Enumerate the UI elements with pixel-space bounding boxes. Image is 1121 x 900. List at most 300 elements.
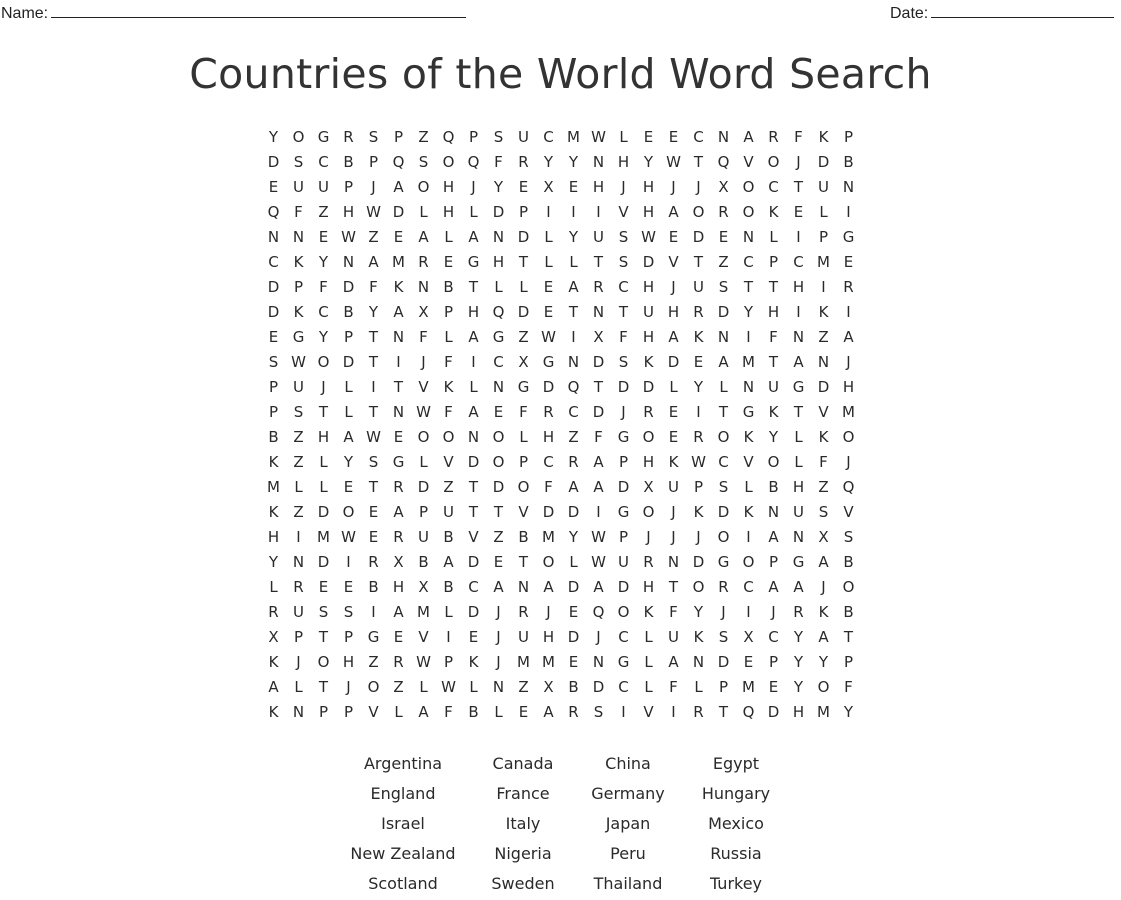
grid-cell[interactable]: P xyxy=(293,278,304,296)
grid-cell[interactable]: A xyxy=(668,328,679,346)
grid-cell[interactable]: T xyxy=(843,628,854,646)
grid-cell[interactable]: D xyxy=(567,628,580,646)
grid-cell[interactable]: D xyxy=(667,353,680,371)
grid-cell[interactable]: O xyxy=(742,178,755,196)
grid-cell[interactable]: L xyxy=(819,203,828,221)
grid-cell[interactable]: P xyxy=(368,153,379,171)
grid-cell[interactable]: G xyxy=(492,328,505,346)
grid-cell[interactable]: C xyxy=(768,178,779,196)
grid-cell[interactable]: O xyxy=(767,153,780,171)
grid-cell[interactable]: T xyxy=(593,253,604,271)
grid-cell[interactable]: Q xyxy=(267,203,280,221)
grid-cell[interactable]: P xyxy=(518,203,529,221)
grid-cell[interactable]: X xyxy=(418,578,429,596)
grid-cell[interactable]: N xyxy=(492,378,505,396)
grid-cell[interactable]: D xyxy=(517,228,530,246)
grid-cell[interactable]: D xyxy=(617,478,630,496)
grid-cell[interactable]: T xyxy=(468,503,479,521)
grid-cell[interactable]: K xyxy=(818,303,829,321)
grid-cell[interactable]: Z xyxy=(368,653,379,671)
grid-cell[interactable]: U xyxy=(518,628,529,646)
grid-cell[interactable]: N xyxy=(267,228,280,246)
grid-cell[interactable]: L xyxy=(319,478,328,496)
grid-cell[interactable]: H xyxy=(667,303,680,321)
date-line[interactable] xyxy=(931,3,1114,18)
grid-cell[interactable]: W xyxy=(591,128,606,146)
grid-cell[interactable]: T xyxy=(368,328,379,346)
grid-cell[interactable]: I xyxy=(371,378,376,396)
grid-cell[interactable]: P xyxy=(443,303,454,321)
grid-cell[interactable]: L xyxy=(769,228,778,246)
grid-cell[interactable]: Y xyxy=(318,328,329,346)
grid-cell[interactable]: B xyxy=(443,528,454,546)
grid-cell[interactable]: Y xyxy=(343,453,354,471)
grid-cell[interactable]: O xyxy=(642,503,655,521)
grid-cell[interactable]: Z xyxy=(293,428,304,446)
grid-cell[interactable]: J xyxy=(671,178,676,196)
grid-cell[interactable]: B xyxy=(518,528,529,546)
grid-cell[interactable]: Y xyxy=(818,653,829,671)
grid-cell[interactable]: K xyxy=(743,428,754,446)
grid-cell[interactable]: D xyxy=(642,378,655,396)
grid-cell[interactable]: Y xyxy=(793,653,804,671)
grid-cell[interactable]: C xyxy=(718,453,729,471)
grid-cell[interactable]: I xyxy=(846,303,851,321)
grid-cell[interactable]: P xyxy=(418,503,429,521)
grid-cell[interactable]: D xyxy=(767,703,780,721)
grid-cell[interactable]: Z xyxy=(518,328,529,346)
grid-cell[interactable]: O xyxy=(817,678,830,696)
grid-cell[interactable]: C xyxy=(793,253,804,271)
grid-cell[interactable]: C xyxy=(743,578,754,596)
grid-cell[interactable]: D xyxy=(717,303,730,321)
grid-cell[interactable]: N xyxy=(592,153,605,171)
grid-cell[interactable]: Y xyxy=(318,253,329,271)
name-line[interactable] xyxy=(51,3,466,18)
grid-cell[interactable]: A xyxy=(268,678,279,696)
grid-cell[interactable]: L xyxy=(794,453,803,471)
grid-cell[interactable]: D xyxy=(592,678,605,696)
grid-cell[interactable]: L xyxy=(294,478,303,496)
grid-cell[interactable]: A xyxy=(768,528,779,546)
grid-cell[interactable]: D xyxy=(542,378,555,396)
grid-cell[interactable]: L xyxy=(569,253,578,271)
grid-cell[interactable]: U xyxy=(793,503,804,521)
grid-cell[interactable]: T xyxy=(693,153,704,171)
grid-cell[interactable]: K xyxy=(693,628,704,646)
grid-cell[interactable]: Y xyxy=(568,153,579,171)
grid-cell[interactable]: T xyxy=(368,353,379,371)
grid-cell[interactable]: R xyxy=(393,478,404,496)
grid-cell[interactable]: J xyxy=(496,603,501,621)
grid-cell[interactable]: A xyxy=(593,478,604,496)
grid-cell[interactable]: A xyxy=(593,453,604,471)
grid-cell[interactable]: E xyxy=(768,678,779,696)
grid-cell[interactable]: F xyxy=(444,353,453,371)
grid-cell[interactable]: H xyxy=(792,278,805,296)
grid-cell[interactable]: N xyxy=(342,253,355,271)
grid-cell[interactable]: L xyxy=(294,678,303,696)
grid-cell[interactable]: L xyxy=(644,653,653,671)
grid-cell[interactable]: H xyxy=(767,303,780,321)
grid-cell[interactable]: I xyxy=(546,203,551,221)
grid-cell[interactable]: L xyxy=(419,203,428,221)
grid-cell[interactable]: D xyxy=(717,503,730,521)
grid-cell[interactable]: G xyxy=(542,353,555,371)
grid-cell[interactable]: Y xyxy=(693,378,704,396)
grid-cell[interactable]: V xyxy=(818,403,829,421)
grid-cell[interactable]: D xyxy=(817,378,830,396)
grid-cell[interactable]: J xyxy=(846,453,851,471)
grid-cell[interactable]: N xyxy=(417,278,430,296)
grid-cell[interactable]: L xyxy=(419,678,428,696)
grid-cell[interactable]: N xyxy=(817,353,830,371)
grid-cell[interactable]: E xyxy=(693,353,704,371)
grid-cell[interactable]: G xyxy=(367,628,380,646)
grid-cell[interactable]: E xyxy=(393,628,404,646)
grid-cell[interactable]: Y xyxy=(493,178,504,196)
grid-cell[interactable]: H xyxy=(842,378,855,396)
grid-cell[interactable]: I xyxy=(471,353,476,371)
grid-cell[interactable]: F xyxy=(319,278,328,296)
grid-cell[interactable]: K xyxy=(268,453,279,471)
grid-cell[interactable]: O xyxy=(417,428,430,446)
grid-cell[interactable]: J xyxy=(296,653,301,671)
grid-cell[interactable]: N xyxy=(467,428,480,446)
grid-cell[interactable]: R xyxy=(343,128,354,146)
grid-cell[interactable]: I xyxy=(746,328,751,346)
grid-cell[interactable]: K xyxy=(293,303,304,321)
grid-cell[interactable]: E xyxy=(443,253,454,271)
grid-cell[interactable]: U xyxy=(293,178,304,196)
grid-cell[interactable]: K xyxy=(268,703,279,721)
grid-cell[interactable]: G xyxy=(517,378,530,396)
grid-cell[interactable]: Z xyxy=(368,228,379,246)
grid-cell[interactable]: J xyxy=(671,503,676,521)
grid-cell[interactable]: L xyxy=(644,628,653,646)
grid-cell[interactable]: D xyxy=(342,353,355,371)
grid-cell[interactable]: R xyxy=(793,603,804,621)
grid-cell[interactable]: H xyxy=(317,428,330,446)
grid-cell[interactable]: I xyxy=(296,528,301,546)
grid-cell[interactable]: R xyxy=(518,603,529,621)
grid-cell[interactable]: H xyxy=(542,428,555,446)
grid-cell[interactable]: Y xyxy=(768,428,779,446)
grid-cell[interactable]: S xyxy=(418,153,429,171)
grid-cell[interactable]: V xyxy=(443,453,454,471)
grid-cell[interactable]: Z xyxy=(518,678,529,696)
grid-cell[interactable]: W xyxy=(416,403,431,421)
grid-cell[interactable]: E xyxy=(493,553,504,571)
grid-cell[interactable]: V xyxy=(643,703,654,721)
grid-cell[interactable]: J xyxy=(321,378,326,396)
grid-cell[interactable]: E xyxy=(668,428,679,446)
grid-cell[interactable]: N xyxy=(692,653,705,671)
grid-cell[interactable]: S xyxy=(618,253,629,271)
grid-cell[interactable]: E xyxy=(468,628,479,646)
grid-cell[interactable]: S xyxy=(718,478,729,496)
grid-cell[interactable]: N xyxy=(717,328,730,346)
grid-cell[interactable]: H xyxy=(642,178,655,196)
grid-cell[interactable]: G xyxy=(392,453,405,471)
grid-cell[interactable]: E xyxy=(343,478,354,496)
grid-cell[interactable]: O xyxy=(692,578,705,596)
grid-cell[interactable]: H xyxy=(342,203,355,221)
grid-cell[interactable]: O xyxy=(417,178,430,196)
grid-cell[interactable]: A xyxy=(543,703,554,721)
grid-cell[interactable]: J xyxy=(646,528,651,546)
grid-cell[interactable]: E xyxy=(668,403,679,421)
grid-cell[interactable]: Q xyxy=(592,603,605,621)
grid-cell[interactable]: S xyxy=(368,128,379,146)
grid-cell[interactable]: D xyxy=(342,278,355,296)
grid-cell[interactable]: Z xyxy=(293,503,304,521)
grid-cell[interactable]: Q xyxy=(467,153,480,171)
grid-cell[interactable]: O xyxy=(542,553,555,571)
grid-cell[interactable]: D xyxy=(617,378,630,396)
grid-cell[interactable]: P xyxy=(293,628,304,646)
grid-cell[interactable]: E xyxy=(568,653,579,671)
grid-cell[interactable]: G xyxy=(617,653,630,671)
grid-cell[interactable]: U xyxy=(518,128,529,146)
grid-cell[interactable]: X xyxy=(543,178,554,196)
grid-cell[interactable]: K xyxy=(268,503,279,521)
grid-cell[interactable]: N xyxy=(492,678,505,696)
grid-cell[interactable]: Z xyxy=(293,453,304,471)
grid-cell[interactable]: A xyxy=(393,603,404,621)
grid-cell[interactable]: Y xyxy=(568,228,579,246)
grid-cell[interactable]: T xyxy=(793,403,804,421)
grid-cell[interactable]: W xyxy=(341,528,356,546)
grid-cell[interactable]: R xyxy=(718,578,729,596)
grid-cell[interactable]: E xyxy=(393,428,404,446)
grid-cell[interactable]: C xyxy=(693,128,704,146)
grid-cell[interactable]: M xyxy=(542,528,555,546)
grid-cell[interactable]: F xyxy=(844,678,853,696)
grid-cell[interactable]: S xyxy=(618,353,629,371)
grid-cell[interactable]: C xyxy=(568,403,579,421)
grid-cell[interactable]: C xyxy=(618,678,629,696)
grid-cell[interactable]: Y xyxy=(543,153,554,171)
grid-cell[interactable]: D xyxy=(717,653,730,671)
grid-cell[interactable]: C xyxy=(618,278,629,296)
grid-cell[interactable]: T xyxy=(618,303,629,321)
grid-cell[interactable]: P xyxy=(343,628,354,646)
grid-cell[interactable]: Q xyxy=(717,153,730,171)
grid-cell[interactable]: D xyxy=(317,503,330,521)
grid-cell[interactable]: V xyxy=(518,503,529,521)
grid-cell[interactable]: W xyxy=(366,428,381,446)
grid-cell[interactable]: C xyxy=(743,253,754,271)
grid-cell[interactable]: Y xyxy=(643,153,654,171)
grid-cell[interactable]: V xyxy=(418,378,429,396)
grid-cell[interactable]: R xyxy=(393,653,404,671)
grid-cell[interactable]: A xyxy=(743,128,754,146)
grid-cell[interactable]: R xyxy=(568,703,579,721)
grid-cell[interactable]: O xyxy=(617,603,630,621)
grid-cell[interactable]: A xyxy=(443,553,454,571)
grid-cell[interactable]: O xyxy=(317,653,330,671)
grid-cell[interactable]: D xyxy=(467,453,480,471)
grid-cell[interactable]: I xyxy=(621,703,626,721)
grid-cell[interactable]: X xyxy=(268,628,279,646)
grid-cell[interactable]: Z xyxy=(718,253,729,271)
grid-cell[interactable]: E xyxy=(318,578,329,596)
grid-cell[interactable]: K xyxy=(768,203,779,221)
grid-cell[interactable]: I xyxy=(746,603,751,621)
grid-cell[interactable]: H xyxy=(592,178,605,196)
grid-cell[interactable]: J xyxy=(721,603,726,621)
grid-cell[interactable]: H xyxy=(392,578,405,596)
grid-cell[interactable]: W xyxy=(666,153,681,171)
grid-cell[interactable]: T xyxy=(368,403,379,421)
grid-cell[interactable]: K xyxy=(293,253,304,271)
grid-cell[interactable]: K xyxy=(268,653,279,671)
grid-cell[interactable]: J xyxy=(671,278,676,296)
grid-cell[interactable]: G xyxy=(792,378,805,396)
grid-cell[interactable]: K xyxy=(668,453,679,471)
grid-cell[interactable]: N xyxy=(392,403,405,421)
grid-cell[interactable]: L xyxy=(544,253,553,271)
grid-cell[interactable]: Q xyxy=(742,703,755,721)
grid-cell[interactable]: E xyxy=(493,403,504,421)
grid-cell[interactable]: D xyxy=(267,303,280,321)
grid-cell[interactable]: N xyxy=(742,228,755,246)
grid-cell[interactable]: P xyxy=(618,453,629,471)
grid-cell[interactable]: T xyxy=(793,178,804,196)
grid-cell[interactable]: B xyxy=(768,478,779,496)
grid-cell[interactable]: E xyxy=(518,703,529,721)
grid-cell[interactable]: I xyxy=(596,503,601,521)
grid-cell[interactable]: L xyxy=(344,378,353,396)
grid-cell[interactable]: A xyxy=(543,578,554,596)
grid-cell[interactable]: I xyxy=(796,228,801,246)
grid-cell[interactable]: T xyxy=(493,503,504,521)
grid-cell[interactable]: N xyxy=(292,228,305,246)
grid-cell[interactable]: K xyxy=(768,403,779,421)
grid-cell[interactable]: D xyxy=(692,553,705,571)
grid-cell[interactable]: B xyxy=(468,703,479,721)
grid-cell[interactable]: N xyxy=(392,328,405,346)
grid-cell[interactable]: H xyxy=(542,628,555,646)
grid-cell[interactable]: T xyxy=(518,553,529,571)
grid-cell[interactable]: A xyxy=(593,578,604,596)
grid-cell[interactable]: F xyxy=(494,153,503,171)
grid-cell[interactable]: Y xyxy=(268,553,279,571)
grid-cell[interactable]: H xyxy=(617,153,630,171)
grid-cell[interactable]: B xyxy=(343,303,354,321)
grid-cell[interactable]: U xyxy=(418,528,429,546)
grid-cell[interactable]: H xyxy=(342,653,355,671)
grid-cell[interactable]: T xyxy=(368,478,379,496)
grid-cell[interactable]: L xyxy=(469,678,478,696)
grid-cell[interactable]: F xyxy=(419,328,428,346)
grid-cell[interactable]: T xyxy=(318,628,329,646)
grid-cell[interactable]: J xyxy=(346,678,351,696)
grid-cell[interactable]: F xyxy=(794,128,803,146)
grid-cell[interactable]: O xyxy=(767,453,780,471)
grid-cell[interactable]: E xyxy=(268,328,279,346)
grid-cell[interactable]: Y xyxy=(793,678,804,696)
grid-cell[interactable]: E xyxy=(268,178,279,196)
grid-cell[interactable]: T xyxy=(718,403,729,421)
grid-cell[interactable]: W xyxy=(591,553,606,571)
grid-cell[interactable]: W xyxy=(591,528,606,546)
grid-cell[interactable]: U xyxy=(443,503,454,521)
grid-cell[interactable]: S xyxy=(343,603,354,621)
grid-cell[interactable]: L xyxy=(744,478,753,496)
grid-cell[interactable]: G xyxy=(292,328,305,346)
grid-cell[interactable]: A xyxy=(818,553,829,571)
grid-cell[interactable]: X xyxy=(543,678,554,696)
grid-cell[interactable]: A xyxy=(793,353,804,371)
grid-cell[interactable]: C xyxy=(543,453,554,471)
grid-cell[interactable]: H xyxy=(492,253,505,271)
grid-cell[interactable]: E xyxy=(393,228,404,246)
grid-cell[interactable]: Z xyxy=(318,203,329,221)
grid-cell[interactable]: F xyxy=(669,603,678,621)
grid-cell[interactable]: G xyxy=(842,228,855,246)
grid-cell[interactable]: D xyxy=(417,478,430,496)
grid-cell[interactable]: Y xyxy=(268,128,279,146)
grid-cell[interactable]: L xyxy=(719,378,728,396)
grid-cell[interactable]: R xyxy=(693,703,704,721)
grid-cell[interactable]: K xyxy=(443,378,454,396)
grid-cell[interactable]: D xyxy=(817,153,830,171)
grid-cell[interactable]: J xyxy=(671,528,676,546)
grid-cell[interactable]: D xyxy=(467,603,480,621)
grid-cell[interactable]: A xyxy=(818,628,829,646)
grid-cell[interactable]: N xyxy=(517,578,530,596)
grid-cell[interactable]: K xyxy=(818,603,829,621)
grid-cell[interactable]: E xyxy=(543,278,554,296)
grid-cell[interactable]: A xyxy=(368,253,379,271)
grid-cell[interactable]: O xyxy=(317,353,330,371)
grid-cell[interactable]: E xyxy=(743,653,754,671)
grid-cell[interactable]: F xyxy=(444,403,453,421)
grid-cell[interactable]: E xyxy=(368,528,379,546)
grid-cell[interactable]: G xyxy=(792,553,805,571)
grid-cell[interactable]: N xyxy=(742,378,755,396)
grid-cell[interactable]: Y xyxy=(743,303,754,321)
grid-cell[interactable]: W xyxy=(366,203,381,221)
grid-cell[interactable]: A xyxy=(393,178,404,196)
grid-cell[interactable]: M xyxy=(742,353,755,371)
grid-cell[interactable]: A xyxy=(568,278,579,296)
grid-cell[interactable]: J xyxy=(371,178,376,196)
grid-cell[interactable]: D xyxy=(467,553,480,571)
grid-cell[interactable]: D xyxy=(567,578,580,596)
grid-cell[interactable]: H xyxy=(267,528,280,546)
grid-cell[interactable]: R xyxy=(693,428,704,446)
grid-cell[interactable]: H xyxy=(792,478,805,496)
grid-cell[interactable]: R xyxy=(643,403,654,421)
grid-cell[interactable]: H xyxy=(442,203,455,221)
grid-cell[interactable]: T xyxy=(718,703,729,721)
grid-cell[interactable]: D xyxy=(617,578,630,596)
grid-cell[interactable]: J xyxy=(796,153,801,171)
grid-cell[interactable]: J xyxy=(696,178,701,196)
grid-cell[interactable]: J xyxy=(496,628,501,646)
grid-cell[interactable]: P xyxy=(318,703,329,721)
grid-cell[interactable]: L xyxy=(344,403,353,421)
grid-cell[interactable]: R xyxy=(368,553,379,571)
grid-cell[interactable]: L xyxy=(269,578,278,596)
grid-cell[interactable]: N xyxy=(792,528,805,546)
grid-cell[interactable]: L xyxy=(694,678,703,696)
grid-cell[interactable]: U xyxy=(668,628,679,646)
grid-cell[interactable]: E xyxy=(568,178,579,196)
